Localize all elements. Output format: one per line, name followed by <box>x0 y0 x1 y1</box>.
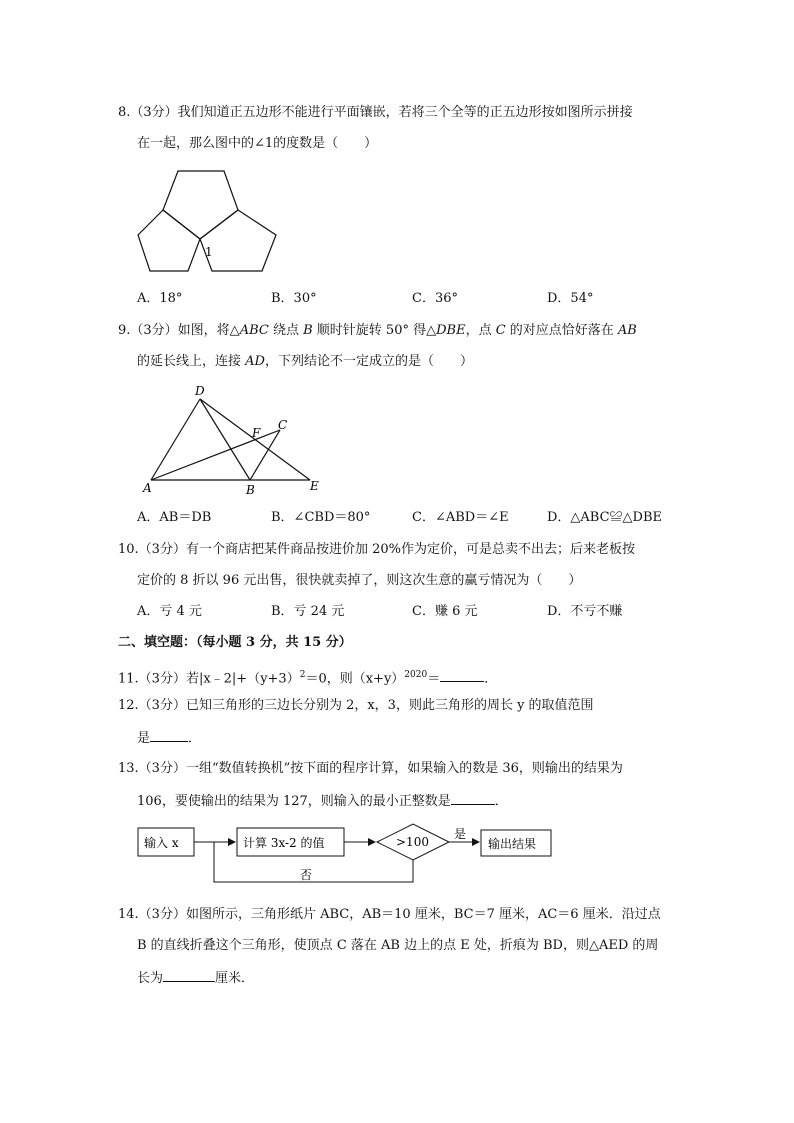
q9-text-line1: 9.（3分）如图，将△ABC 绕点 B 顺时针旋转 50° 得△DBE，点 C 的对应点恰好落在 AB <box>118 323 637 338</box>
q9-label-f: F <box>252 426 261 440</box>
flow-no-label: 否 <box>300 868 313 882</box>
q9-label-c: C <box>278 418 288 432</box>
q14-text-line2: B 的直线折叠这个三角形，使顶点 C 落在 AB 边上的点 E 处，折痕为 BD，则△AED 的周 <box>137 938 659 953</box>
q8-pentagon-figure <box>130 160 290 280</box>
q9-option-b[interactable]: B．∠CBD＝80° <box>271 510 371 525</box>
q8-option-b[interactable]: B．30° <box>271 291 317 306</box>
q8-text-line1: 8.（3分）我们知道正五边形不能进行平面镶嵌，若将三个全等的正五边形按如图所示拼接 <box>118 105 633 120</box>
q9-label-e: E <box>310 479 319 493</box>
flow-input-label: 输入 x <box>144 836 179 850</box>
q13-answer-blank[interactable] <box>451 791 495 805</box>
q13-flowchart <box>130 818 570 888</box>
q12-text-line2: 是 ． <box>137 728 201 748</box>
q14-answer-blank[interactable] <box>163 968 215 982</box>
q10-text-line2: 定价的 8 折以 96 元出售，很快就卖掉了，则这次生意的赢亏情况为（ ） <box>137 573 582 588</box>
q10-option-a[interactable]: A．亏 4 元 <box>137 604 202 619</box>
flow-condition-label: >100 <box>396 835 429 849</box>
q10-option-b[interactable]: B．亏 24 元 <box>271 604 345 619</box>
q9-triangle-figure <box>138 380 338 500</box>
section2-title: 二、填空题：（每小题 3 分，共 15 分） <box>118 635 352 650</box>
q8-option-a[interactable]: A．18° <box>137 291 183 306</box>
q10-option-d[interactable]: D．不亏不赚 <box>547 604 623 619</box>
q8-option-c[interactable]: C．36° <box>412 291 458 306</box>
q8-option-d[interactable]: D．54° <box>547 291 594 306</box>
q9-option-c[interactable]: C．∠ABD＝∠E <box>412 510 509 525</box>
q9-option-d[interactable]: D．△ABC≌△DBE <box>547 510 663 525</box>
q9-option-a[interactable]: A．AB＝DB <box>137 510 212 525</box>
q9-label-a: A <box>143 481 152 495</box>
flow-yes-label: 是 <box>454 827 467 841</box>
q10-text-line1: 10.（3分）有一个商店把某件商品按进价加 20%作为定价，可是总卖不出去；后来老板按 <box>118 542 635 557</box>
q14-text-line3: 长为 厘米． <box>137 968 254 988</box>
q8-text-line2: 在一起，那么图中的∠1的度数是（ ） <box>137 136 378 151</box>
q9-label-d: D <box>195 384 205 398</box>
q10-option-c[interactable]: C．赚 6 元 <box>412 604 478 619</box>
q12-answer-blank[interactable] <box>150 728 188 742</box>
q13-text-line2: 106，要使输出的结果为 127，则输入的最小正整数是 ． <box>137 791 508 811</box>
q9-text-line2: 的延长线上，连接 AD，下列结论不一定成立的是（ ） <box>137 354 473 369</box>
q13-text-line1: 13.（3分）一组“数值转换机”按下面的程序计算，如果输入的数是 36，则输出的结果为 <box>118 761 623 776</box>
flow-output-label: 输出结果 <box>488 837 537 851</box>
q9-label-b: B <box>246 483 255 497</box>
q14-text-line1: 14.（3分）如图所示，三角形纸片 ABC，AB＝10 厘米，BC＝7 厘米，AC＝6 厘米．沿过点 <box>118 907 661 922</box>
q8-angle-label: 1 <box>205 245 213 259</box>
q11-answer-blank[interactable] <box>440 668 484 682</box>
flow-compute-label: 计算 3x-2 的值 <box>243 836 325 850</box>
q11-text: 11.（3分）若$|x﹣2|+(y+3)^2=0$，则$(x+y)^{2020}=$ ． <box>118 670 498 687</box>
q12-text-line1: 12.（3分）已知三角形的三边长分别为 2，x，3，则此三角形的周长 y 的取值范围 <box>118 698 594 713</box>
